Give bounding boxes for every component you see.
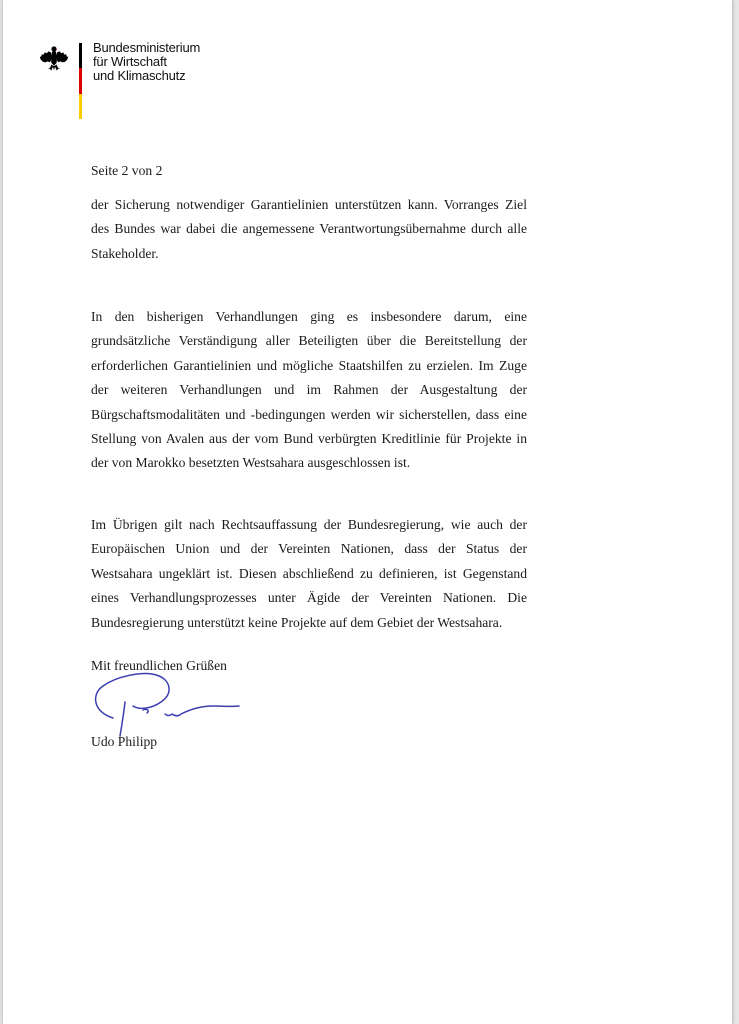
ministry-logo [39, 41, 239, 121]
flag-stripe-red [79, 68, 82, 94]
ministry-name [93, 41, 200, 83]
flag-stripe-black [79, 43, 82, 68]
paragraph-2: In den bisherigen Verhandlungen ging es insbesondere darum, eine grundsätzliche Verständigung aller Beteiligten über die Bereitstellung der erforderlichen Garantielinien und mögliche Staatshilfen zu erzielen. Im Zuge der weiteren Verhandlungen und im Rahmen der Ausgestaltung der Bürgschaftsmodalitäten und -bedingungen werden wir sicherstellen, dass eine Stellung von Avalen aus der vom Bund verbürgten Kreditlinie für Projekte in der von Marokko besetzten Westsahara ausgeschlossen ist. [91, 309, 527, 471]
federal-eagle-icon [39, 43, 69, 73]
closing-greeting: Mit freundlichen Grüßen [91, 658, 227, 673]
letter-page [3, 0, 732, 1024]
paragraph-3: Im Übrigen gilt nach Rechtsauffassung der Bundesregierung, wie auch der Europäischen Union und der Vereinten Nationen, dass der Status der Westsahara ungeklärt ist. Diesen abschließend zu definieren, ist Gegenstand eines Verhandlungsprozesses unter Ägide der Vereinten Nationen. Die Bundesregierung unterstützt keine Projekte auf dem Gebiet der Westsahara. [91, 517, 527, 630]
signatory-name: Udo Philipp [91, 734, 158, 749]
page-number: Seite 2 von 2 [91, 163, 163, 178]
flag-bar [79, 43, 82, 119]
handwritten-signature [89, 672, 249, 742]
ministry-line-1: Bundesministerium [93, 40, 201, 55]
ministry-line-2: für Wirtschaft [93, 54, 167, 69]
flag-stripe-gold [79, 94, 82, 119]
ministry-line-3: und Klimaschutz [93, 68, 186, 83]
paragraph-1: der Sicherung notwendiger Garantielinien unterstützen kann. Vorranges Ziel des Bundes war dabei die angemessene Verantwortungsübernahme durch alle Stakeholder. [91, 197, 527, 261]
